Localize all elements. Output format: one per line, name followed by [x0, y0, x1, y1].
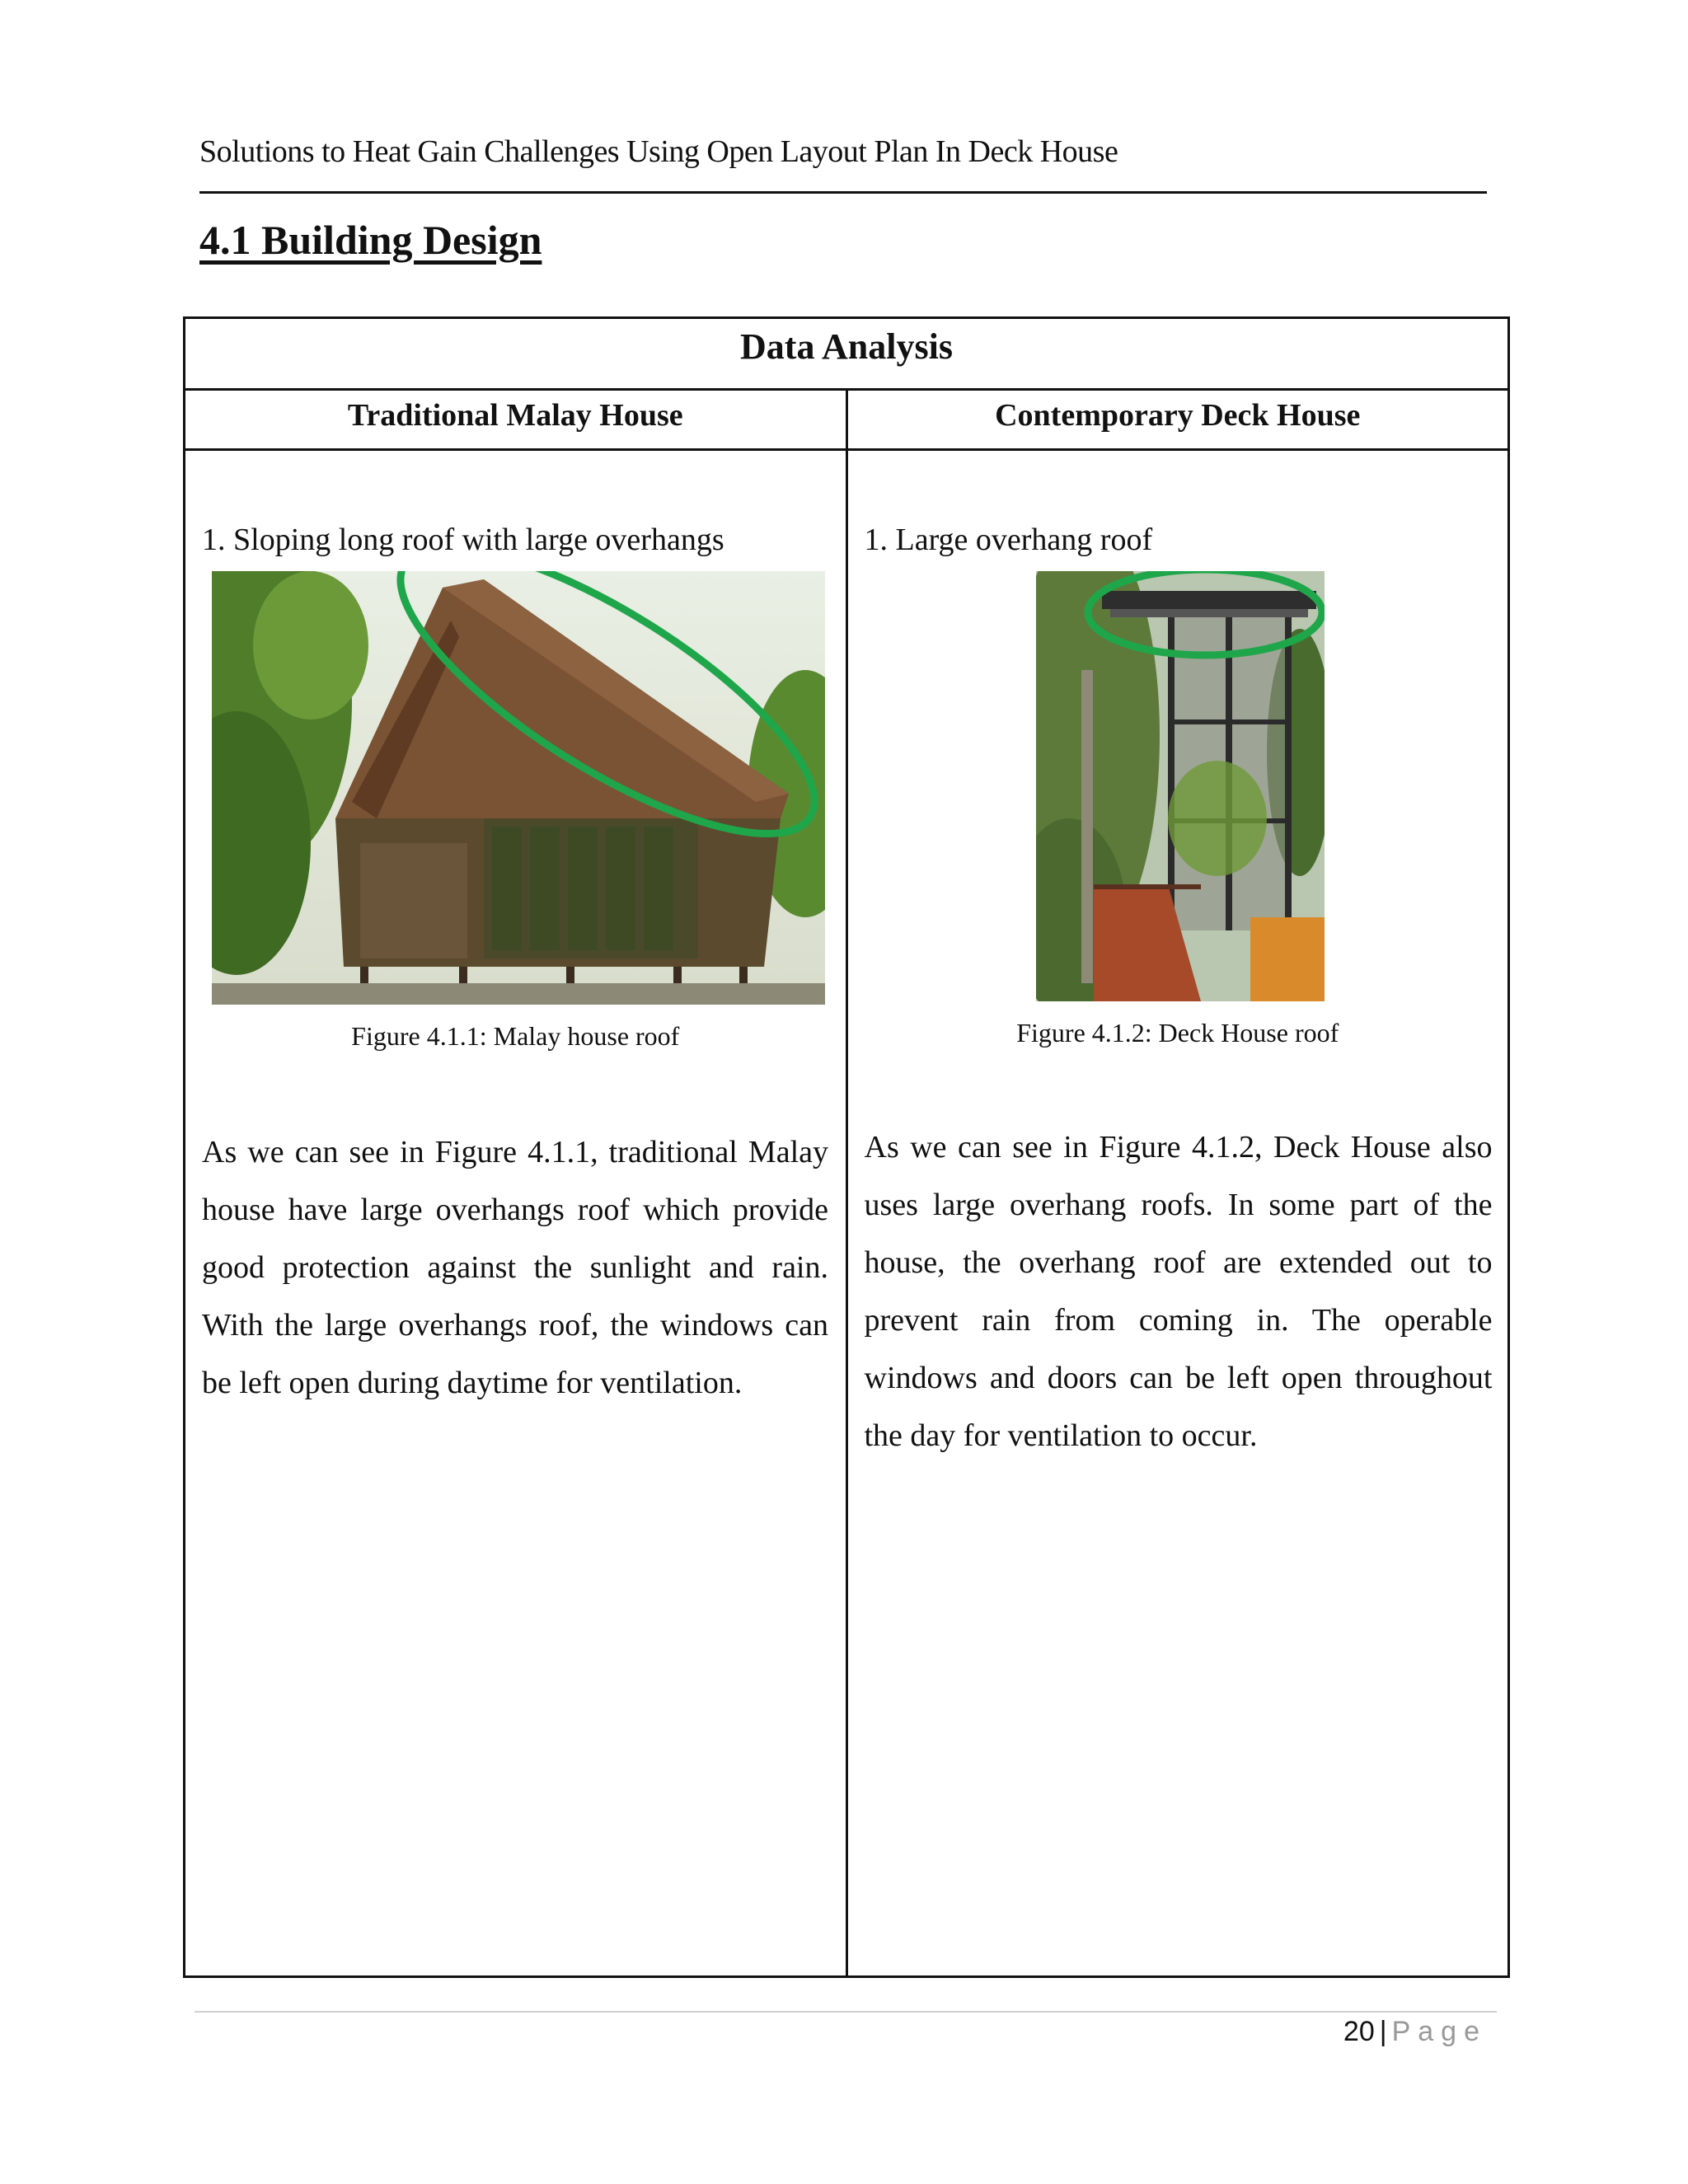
page-number-separator: |	[1379, 2016, 1387, 2047]
point-malay: 1. Sloping long roof with large overhangs	[202, 523, 724, 557]
paragraph-deck: As we can see in Figure 4.1.2, Deck House also uses large overhang roofs. In some part of the house, the overhang roof are extended out to prevent rain from coming in. The operable windows and doors can be left open throughout the day for ventilation to occur.	[864, 1130, 1493, 1453]
column-heading-malay: Traditional Malay House	[185, 390, 847, 450]
paragraph-malay: As we can see in Figure 4.1.1, traditional Malay house have large overhangs roof which provide good protection against the sunlight and rain. With the large overhangs roof, the windows can be left open during daytime for ventilation.	[202, 1135, 828, 1400]
figure-malay-house-roof	[212, 571, 825, 1005]
footer-rule	[195, 2011, 1497, 2013]
data-analysis-table	[183, 316, 1510, 1978]
deck-house-illustration	[1036, 571, 1325, 1001]
page-number-value: 20	[1343, 2016, 1375, 2047]
cell-malay	[185, 450, 847, 1977]
figure-deck-house-roof	[1036, 571, 1325, 1001]
page-number	[1343, 2016, 1487, 2048]
running-header: Solutions to Heat Gain Challenges Using Open Layout Plan In Deck House	[199, 134, 1118, 169]
point-deck: 1. Large overhang roof	[864, 523, 1153, 557]
malay-house-illustration	[212, 571, 825, 1005]
header-rule	[199, 191, 1487, 194]
figure-caption-deck: Figure 4.1.2: Deck House roof	[1016, 1018, 1339, 1047]
cell-deck	[846, 450, 1509, 1977]
section-title: 4.1 Building Design	[199, 217, 542, 263]
table-title: Data Analysis	[185, 318, 1509, 390]
column-heading-deck: Contemporary Deck House	[846, 390, 1509, 450]
figure-caption-malay: Figure 4.1.1: Malay house roof	[351, 1021, 680, 1051]
page-word: Page	[1391, 2016, 1487, 2047]
